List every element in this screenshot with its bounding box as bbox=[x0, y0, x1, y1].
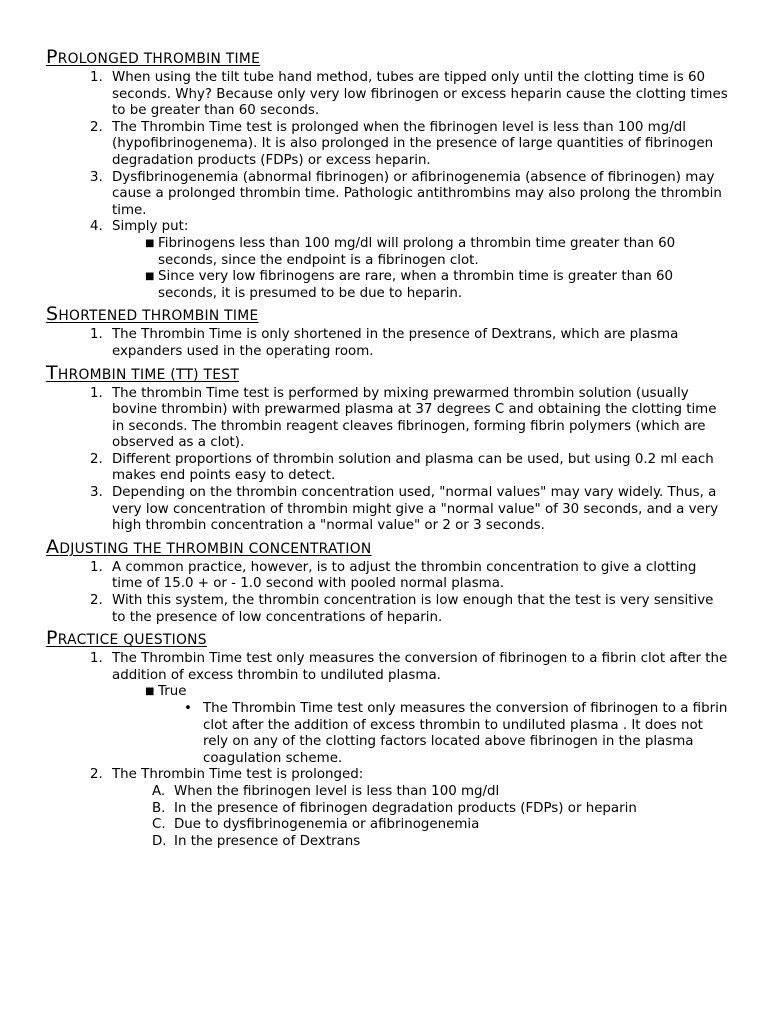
choice-item bbox=[46, 817, 728, 834]
section-adjusting-thrombin-concentration bbox=[46, 536, 728, 626]
section-prolonged-thrombin-time bbox=[46, 46, 728, 302]
item-number: 1. bbox=[90, 559, 103, 575]
list-item bbox=[46, 327, 728, 360]
explanation-text: The Thrombin Time test only measures the conversion of fibrinogen to a fibrin clot after the addition of excess thrombin to undiluted plasma . It does not rely on any of the clotting factors located above fibrinogen in the plasma coagulation scheme. bbox=[203, 701, 728, 766]
answer-text: True bbox=[158, 684, 187, 700]
bullet-text: Fibrinogens less than 100 mg/dl will prolong a thrombin time greater than 60 seconds, since the endpoint is a fibrinogen clot. bbox=[158, 235, 676, 268]
numbered-list bbox=[46, 70, 728, 236]
section-heading: PRACTICE QUESTIONS bbox=[46, 627, 207, 650]
item-number: 1. bbox=[90, 327, 103, 343]
item-number: 4. bbox=[90, 219, 103, 235]
choice-text: Due to dysfibrinogenemia or afibrinogenemia bbox=[174, 817, 480, 833]
list-item bbox=[46, 170, 728, 220]
choice-list bbox=[46, 784, 728, 850]
question-item bbox=[46, 651, 728, 684]
list-item bbox=[46, 593, 728, 626]
square-bullet-icon: ■ bbox=[145, 271, 155, 283]
section-shortened-thrombin-time bbox=[46, 303, 728, 360]
item-number: 1. bbox=[90, 651, 103, 667]
choice-letter: D. bbox=[152, 833, 167, 849]
choice-letter: A. bbox=[152, 783, 166, 799]
item-number: 2. bbox=[90, 119, 103, 135]
choice-letter: C. bbox=[152, 817, 166, 833]
answer-item bbox=[46, 684, 728, 701]
choice-text: In the presence of Dextrans bbox=[174, 833, 361, 849]
explanation-item bbox=[46, 701, 728, 767]
item-number: 2. bbox=[90, 451, 103, 467]
item-text: When using the tilt tube hand method, tubes are tipped only until the clotting time is 60 seconds. Why? Because only very low fibrinogen or excess heparin cause the clotting times to be greater than 60 seconds. bbox=[112, 70, 728, 119]
list-item bbox=[46, 70, 728, 120]
question-text: The Thrombin Time test only measures the conversion of fibrinogen to a fibrin clot after the addition of excess thrombin to undiluted plasma. bbox=[112, 651, 728, 683]
item-number: 2. bbox=[90, 593, 103, 609]
numbered-list bbox=[46, 651, 728, 684]
item-text: Depending on the thrombin concentration used, "normal values" may vary widely. Thus, a very low concentration of thrombin might give a "normal value" of 30 seconds, and a very high thrombin concentration a "normal value" or 2 or 3 seconds. bbox=[112, 485, 719, 534]
numbered-list bbox=[46, 386, 728, 535]
dot-bullet-icon: • bbox=[184, 701, 192, 716]
square-bullet-icon: ■ bbox=[145, 237, 155, 249]
question-text: The Thrombin Time test is prolonged: bbox=[112, 767, 364, 783]
list-item bbox=[46, 120, 728, 170]
choice-item bbox=[46, 801, 728, 818]
choice-text: In the presence of fibrinogen degradation products (FDPs) or heparin bbox=[174, 800, 637, 816]
section-heading: THROMBIN TIME (TT) TEST bbox=[46, 361, 240, 384]
bullet-item bbox=[46, 236, 728, 269]
explanation-list bbox=[46, 701, 728, 767]
item-text: A common practice, however, is to adjust the thrombin concentration to give a clotting time of 15.0 + or - 1.0 second with pooled normal plasma. bbox=[112, 559, 697, 592]
list-item bbox=[46, 560, 728, 593]
choice-letter: B. bbox=[152, 800, 166, 816]
item-number: 1. bbox=[90, 70, 103, 85]
section-heading: PROLONGED THROMBIN TIME bbox=[46, 46, 261, 68]
bullet-item bbox=[46, 269, 728, 302]
item-text: Dysfibrinogenemia (abnormal fibrinogen) or afibrinogenemia (absence of fibrinogen) may cause a prolonged thrombin time. Pathologic antithrombins may also prolong the thrombin time. bbox=[112, 169, 722, 218]
item-text: Simply put: bbox=[112, 219, 189, 235]
item-text: Different proportions of thrombin solution and plasma can be used, but using 0.2 ml each makes end points easy to detect. bbox=[112, 451, 714, 484]
list-item bbox=[46, 386, 728, 452]
bullet-text: Since very low fibrinogens are rare, when a thrombin time is greater than 60 seconds, it is presumed to be due to heparin. bbox=[158, 269, 674, 301]
list-item bbox=[46, 485, 728, 535]
question-item bbox=[46, 767, 728, 784]
item-number: 1. bbox=[90, 385, 103, 401]
section-heading: ADJUSTING THE THROMBIN CONCENTRATION bbox=[46, 535, 372, 558]
numbered-list bbox=[46, 327, 728, 360]
choice-item bbox=[46, 784, 728, 801]
list-item bbox=[46, 452, 728, 485]
section-practice-questions bbox=[46, 627, 728, 850]
section-heading: SHORTENED THROMBIN TIME bbox=[46, 303, 259, 326]
square-bullet-icon: ■ bbox=[145, 686, 155, 698]
item-text: The thrombin Time test is performed by mixing prewarmed thrombin solution (usually bovine thrombin) with prewarmed plasma at 37 degrees C and obtaining the clotting time in seconds. The thrombin reagent cleaves fibrinogen, forming fibrin polymers (which are observed as a clot). bbox=[112, 385, 717, 451]
answer-list bbox=[46, 684, 728, 701]
item-number: 3. bbox=[90, 169, 103, 185]
numbered-list bbox=[46, 767, 728, 784]
choice-item bbox=[46, 834, 728, 851]
section-thrombin-time-test bbox=[46, 362, 728, 535]
item-number: 3. bbox=[90, 485, 103, 501]
choice-text: When the fibrinogen level is less than 100 mg/dl bbox=[174, 783, 500, 799]
numbered-list bbox=[46, 560, 728, 626]
item-text: The Thrombin Time test is prolonged when the fibrinogen level is less than 100 mg/dl (hypofibrinogenema). It is also prolonged in the presence of large quantities of fibrinogen degradation products (FDPs) or excess heparin. bbox=[112, 119, 714, 168]
item-text: With this system, the thrombin concentration is low enough that the test is very sensitive to the presence of low concentrations of heparin. bbox=[112, 593, 714, 625]
item-number: 2. bbox=[90, 767, 103, 783]
bullet-list bbox=[46, 236, 728, 302]
item-text: The Thrombin Time is only shortened in the presence of Dextrans, which are plasma expanders used in the operating room. bbox=[112, 327, 679, 359]
list-item bbox=[46, 219, 728, 236]
